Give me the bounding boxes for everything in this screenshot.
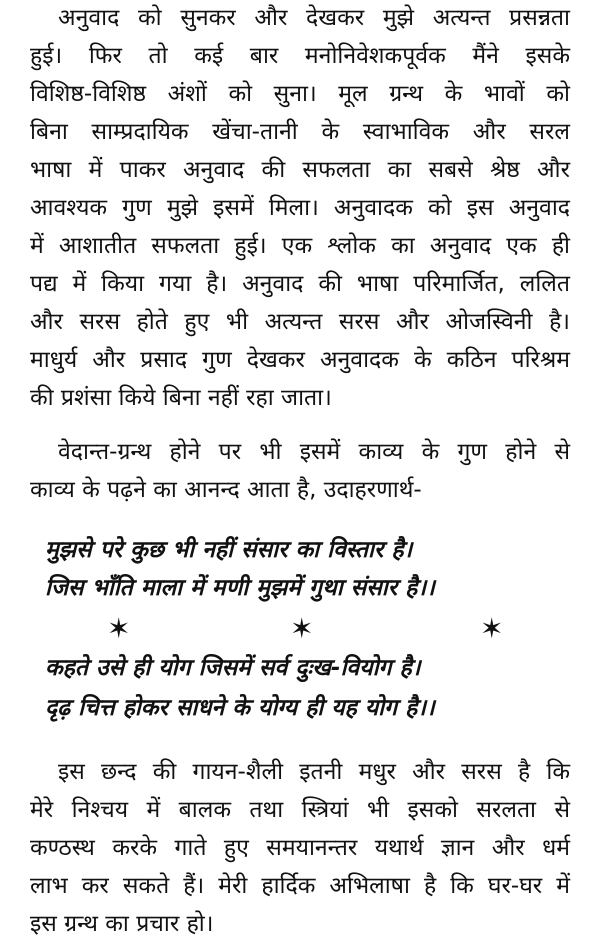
verse2-line-2: दृढ़ चित्त होकर साधने के योग्य ही यह योग है।। [45, 695, 435, 721]
paragraph1-line-10: माधुर्य और प्रसाद गुण देखकर अनुवादक के कठिन परिश्रम [30, 347, 570, 373]
paragraph3-line-1: इस छन्द की गायन-शैली इतनी मधुर और सरस है कि [58, 759, 570, 785]
paragraph3-line-4: लाभ कर सकते हैं। मेरी हार्दिक अभिलाषा है कि घर-घर में [30, 873, 570, 899]
paragraph1-line-1: अनुवाद को सुनकर और देखकर मुझे अत्यन्त प्रसन्नता [58, 5, 570, 31]
paragraph1-line-7: में आशातीत सफलता हुई। एक श्लोक का अनुवाद एक ही [30, 233, 570, 259]
paragraph1-line-3: विशिष्ठ-विशिष्ठ अंशों को सुना। मूल ग्रन्थ के भावों को [30, 81, 570, 107]
verse1-line-1: मुझसे परे कुछ भी नहीं संसार का विस्तार है। [45, 537, 413, 563]
paragraph2-line-2: काव्य के पढ़ने का आनन्द आता है, उदाहरणार्थ- [30, 477, 422, 503]
star-icon: ✶ [107, 612, 131, 645]
paragraph1-line-11: की प्रशंसा किये बिना नहीं रहा जाता। [30, 385, 332, 411]
paragraph2-line-1: वेदान्त-ग्रन्थ होने पर भी इसमें काव्य के गुण होने से [58, 439, 570, 465]
paragraph1-line-9: और सरस होते हुए भी अत्यन्त सरस और ओजस्विनी है। [30, 309, 570, 335]
paragraph1-line-5: भाषा में पाकर अनुवाद की सफलता का सबसे श्रेष्ठ और [30, 157, 570, 183]
verse1-line-2: जिस भाँति माला में मणी मुझमें गुथा संसार है।। [45, 575, 435, 601]
paragraph1-line-4: बिना साम्प्रदायिक खेंचा-तानी के स्वाभाविक और सरल [30, 119, 570, 145]
star-icon: ✶ [290, 612, 314, 645]
paragraph1-line-6: आवश्यक गुण मुझे इसमें मिला। अनुवादक को इस अनुवाद [30, 195, 570, 221]
paragraph1-line-8: पद्य में किया गया है। अनुवाद की भाषा परिमार्जित, ललित [30, 271, 570, 297]
paragraph3-line-3: कण्ठस्थ करके गाते हुए समयानन्तर यथार्थ ज्ञान और धर्म [30, 835, 570, 861]
paragraph3-line-2: मेरे निश्चय में बालक तथा स्त्रियां भी इसको सरलता से [30, 797, 570, 823]
separator-stars [0, 614, 600, 644]
verse2-line-1: कहते उसे ही योग जिसमें सर्व दुःख-वियोग है। [45, 655, 421, 681]
paragraph3-line-5: इस ग्रन्थ का प्रचार हो। [30, 911, 214, 937]
paragraph1-line-2: हुई। फिर तो कई बार मनोनिवेशकपूर्वक मैंने इसके [30, 43, 570, 69]
star-icon: ✶ [480, 612, 504, 645]
